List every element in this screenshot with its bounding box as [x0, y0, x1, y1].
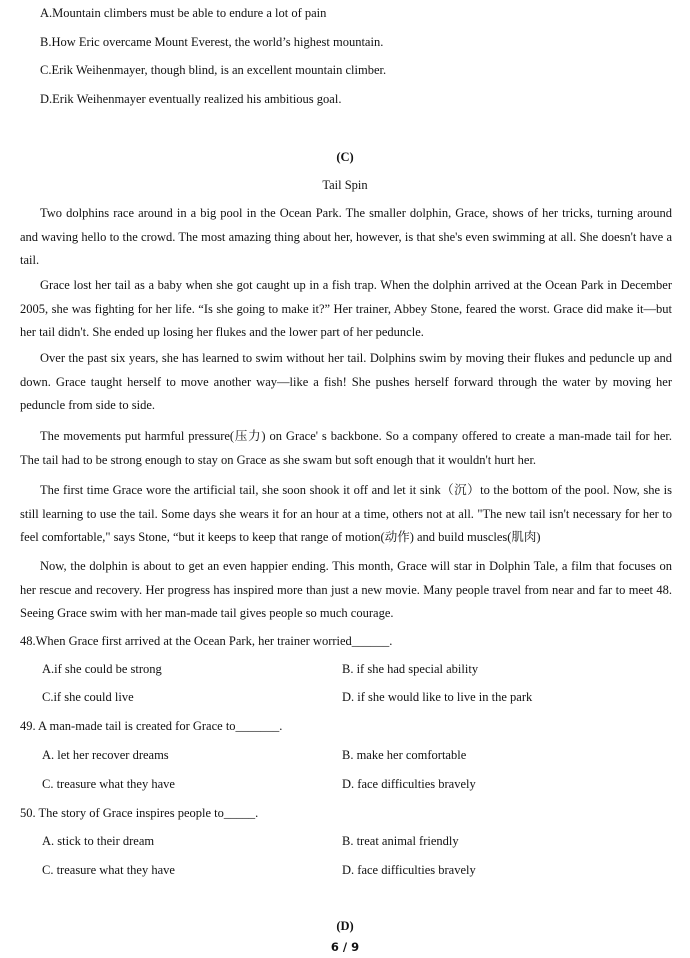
- passage-title: Tail Spin: [322, 178, 368, 192]
- passage-paragraph-2: [20, 274, 672, 345]
- q50-option-d: D. face difficulties bravely: [342, 863, 476, 877]
- q49-option-b: B. make her comfortable: [342, 748, 467, 762]
- paragraph-text: Over the past six years, she has learned to swim without her tail. Dolphins swim by moving their flukes and peduncle up and down. Grace taught herself to move another way—like a fish! She pushes herself forward through the water by moving her peduncle from side to side.: [20, 351, 672, 412]
- passage-paragraph-6: [20, 555, 672, 626]
- q50-option-b: B. treat animal friendly: [342, 834, 459, 848]
- section-d-label: (D): [336, 919, 354, 933]
- paragraph-text: Two dolphins race around in a big pool in the Ocean Park. The smaller dolphin, Grace, shows of her tricks, turning around and waving hello to the crowd. The most amazing thing about her, however, is that she's even swimming at all. She doesn't have a tail.: [20, 206, 672, 267]
- q48-option-a: A.if she could be strong: [42, 662, 162, 676]
- q49-option-c: C. treasure what they have: [42, 777, 175, 791]
- q48-option-c: C.if she could live: [42, 690, 134, 704]
- q50-option-c: C. treasure what they have: [42, 863, 175, 877]
- section-c-label: (C): [336, 150, 354, 164]
- q49-option-a: A. let her recover dreams: [42, 748, 169, 762]
- q48-option-b: B. if she had special ability: [342, 662, 479, 676]
- question-50: 50. The story of Grace inspires people to_____.: [20, 806, 259, 820]
- prev-option-c: C.Erik Weihenmayer, though blind, is an excellent mountain climber.: [40, 63, 387, 77]
- paragraph-text: Now, the dolphin is about to get an even happier ending. This month, Grace will star in Dolphin Tale, a film that focuses on her rescue and recovery. Her progress has inspired more than just a new movie. Many people travel from near and far to meet 48. Seeing Grace swim with her man-made tail gives people so much courage.: [20, 559, 672, 620]
- prev-option-a: A.Mountain climbers must be able to endure a lot of pain: [40, 6, 327, 20]
- prev-option-d: D.Erik Weihenmayer eventually realized his ambitious goal.: [40, 92, 342, 106]
- q49-option-d: D. face difficulties bravely: [342, 777, 476, 791]
- paragraph-text: The movements put harmful pressure(压力) on Grace' s backbone. So a company offered to create a man-made tail for her. The tail had to be strong enough to stay on Grace as she swam but soft enough that it wouldn't hurt her.: [20, 429, 672, 467]
- paragraph-text: Grace lost her tail as a baby when she got caught up in a fish trap. When the dolphin arrived at the Ocean Park in December 2005, she was fighting for her life. “Is she going to make it?” Her trainer, Abbey Stone, feared the worst. Grace did make it—but her tail didn't. She ended up losing her flukes and the lower part of her peduncle.: [20, 278, 672, 339]
- prev-option-b: B.How Eric overcame Mount Everest, the world’s highest mountain.: [40, 35, 384, 49]
- paragraph-text: The first time Grace wore the artificial tail, she soon shook it off and let it sink（沉）to the bottom of the pool. Now, she is still learning to use the tail. Some days she wears it for an hour at a time, others not at all. "The new tail isn't necessary for her to feel comfortable," says Stone, “but it keeps to keep that range of motion(动作) and build muscles(肌肉): [20, 483, 672, 544]
- passage-paragraph-5: [20, 479, 672, 550]
- page-number: 6 / 9: [330, 940, 360, 954]
- passage-paragraph-4: [20, 425, 672, 472]
- passage-paragraph-3: [20, 347, 672, 418]
- passage-paragraph-1: [20, 202, 672, 273]
- question-48: 48.When Grace first arrived at the Ocean Park, her trainer worried______.: [20, 634, 393, 648]
- question-49: 49. A man-made tail is created for Grace to_______.: [20, 719, 283, 733]
- q48-option-d: D. if she would like to live in the park: [342, 690, 533, 704]
- q50-option-a: A. stick to their dream: [42, 834, 155, 848]
